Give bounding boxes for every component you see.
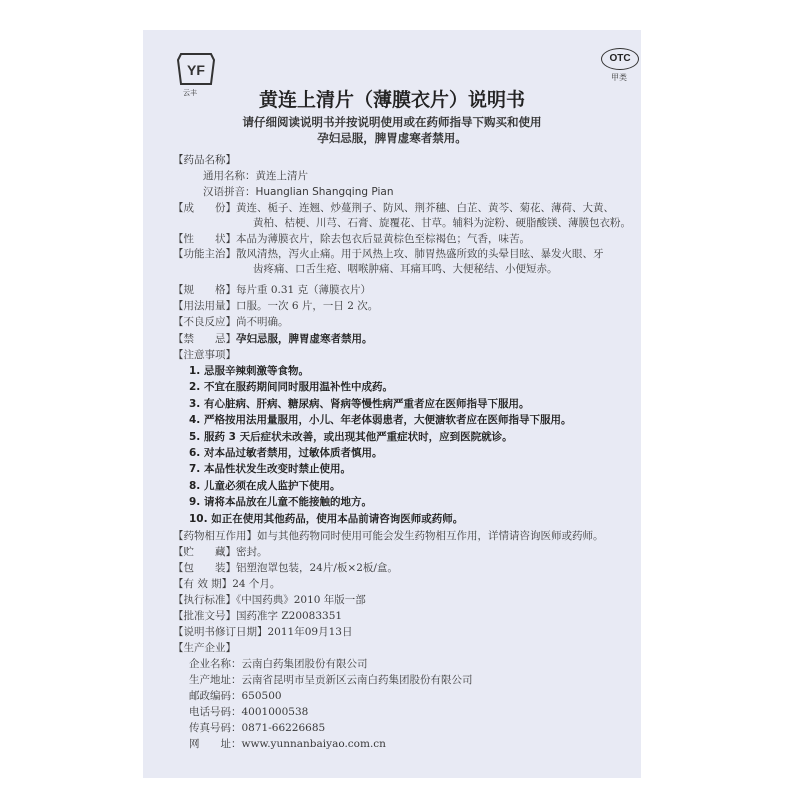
warning-line-1: 请仔细阅读说明书并按说明使用或在药师指导下购买和使用 [242, 115, 542, 129]
leaflet-sheet [143, 30, 641, 778]
pinyin-value: Huanglian Shangqing Pian [255, 186, 394, 198]
precaution-item: 9. 请将本品放在儿童不能接触的地方。 [189, 496, 372, 509]
precaution-item: 6. 对本品过敏者禁用，过敏体质者慎用。 [189, 447, 383, 460]
address-row [189, 672, 473, 688]
website-value: www.yunnanbaiyao.com.cn [241, 738, 386, 750]
character-value: 本品为薄膜衣片，除去包衣后显黄棕色至棕褐色；气香，味苦。 [236, 233, 530, 245]
website-label: 网 址： [189, 738, 242, 750]
company-name-label: 企业名称： [189, 658, 242, 670]
contraindications-value: 孕妇忌服，脾胃虚寒者禁用。 [236, 333, 373, 345]
company-name-value: 云南白药集团股份有限公司 [241, 658, 368, 670]
phone-label: 电话号码： [189, 706, 242, 718]
precaution-item: 2. 不宜在服药期间同时服用温补性中成药。 [189, 381, 393, 394]
address-value: 云南省昆明市呈贡新区云南白药集团股份有限公司 [241, 674, 473, 686]
svg-text:YF: YF [187, 62, 205, 78]
approval-value: 国药准字 Z20083351 [236, 610, 343, 622]
package-row [173, 560, 398, 576]
precaution-item: 8. 儿童必须在成人监护下使用。 [189, 479, 341, 492]
otc-class-label: 甲类 [611, 73, 627, 82]
common-name-value: 黄连上清片 [255, 170, 308, 182]
character-label: 【性 状】 [173, 233, 236, 245]
specification-row [173, 282, 371, 298]
indications-line-1: 散风清热，泻火止痛。用于风热上攻、肺胃热盛所致的头晕目眩、暴发火眼、牙 [236, 248, 604, 260]
validity-value: 24 个月。 [232, 578, 281, 590]
approval-label: 【批准文号】 [173, 610, 236, 622]
document-title: 黄连上清片（薄膜衣片）说明书 [258, 89, 525, 111]
precaution-item: 10. 如正在使用其他药品，使用本品前请咨询医师或药师。 [189, 512, 464, 525]
common-name-row [203, 168, 308, 184]
manufacturer-heading: 【生产企业】 [173, 642, 236, 654]
usage-row [173, 298, 378, 314]
adverse-value: 尚不明确。 [236, 316, 289, 328]
company-name-row [189, 656, 368, 672]
fax-label: 传真号码： [189, 722, 242, 734]
composition-row [173, 200, 614, 216]
indications-line-2: 齿疼痛、口舌生疮、咽喉肿痛、耳痛耳鸣、大便秘结、小便短赤。 [253, 263, 558, 275]
storage-label: 【贮 藏】 [173, 546, 236, 558]
interactions-label: 【药物相互作用】 [173, 530, 257, 542]
drug-name-heading: 【药品名称】 [173, 154, 236, 166]
specification-label: 【规 格】 [173, 284, 236, 296]
address-label: 生产地址： [189, 674, 242, 686]
indications-row [173, 246, 604, 262]
postcode-label: 邮政编码： [189, 690, 242, 702]
company-logo-icon [177, 52, 215, 86]
precaution-item: 4. 严格按用法用量服用，小儿、年老体弱患者，大便溏软者应在医师指导下服用。 [189, 414, 572, 427]
package-value: 铝塑泡罩包装，24片/板×2板/盒。 [236, 562, 398, 574]
contraindications-row [173, 331, 373, 347]
validity-row [173, 576, 280, 592]
storage-row [173, 544, 268, 560]
phone-value: 4001000538 [241, 706, 309, 718]
phone-row [189, 704, 308, 720]
usage-label: 【用法用量】 [173, 300, 236, 312]
postcode-value: 650500 [241, 690, 282, 702]
package-label: 【包 装】 [173, 562, 236, 574]
adverse-label: 【不良反应】 [173, 316, 236, 328]
composition-label: 【成 份】 [173, 202, 236, 214]
specification-value: 每片重 0.31 克（薄膜衣片） [236, 284, 372, 296]
precaution-item: 5. 服药 3 天后症状未改善，或出现其他严重症状时，应到医院就诊。 [189, 430, 513, 443]
pinyin-label: 汉语拼音： [203, 186, 256, 198]
pinyin-row [203, 184, 394, 200]
composition-line-1: 黄连、栀子、连翘、炒蔓荆子、防风、荆芥穗、白芷、黄芩、菊花、薄荷、大黄、 [236, 202, 614, 214]
revision-row [173, 624, 352, 640]
precaution-item: 3. 有心脏病、肝病、糖尿病、肾病等慢性病严重者应在医师指导下服用。 [189, 397, 530, 410]
revision-label: 【说明书修订日期】 [173, 626, 268, 638]
adverse-row [173, 314, 289, 330]
precautions-list [189, 363, 571, 527]
indications-label: 【功能主治】 [173, 248, 236, 260]
otc-badge: OTC [601, 48, 639, 70]
precaution-item: 1. 忌服辛辣刺激等食物。 [189, 365, 309, 377]
website-row [189, 736, 386, 752]
standard-row [173, 592, 366, 608]
interactions-value: 如与其他药物同时使用可能会发生药物相互作用，详情请咨询医师或药师。 [257, 530, 604, 542]
approval-row [173, 608, 342, 624]
precaution-item: 7. 本品性状发生改变时禁止使用。 [189, 463, 351, 476]
postcode-row [189, 688, 282, 704]
contraindications-label: 【禁 忌】 [173, 333, 236, 345]
validity-label: 【有 效 期】 [173, 578, 233, 590]
standard-value: 《中国药典》2010 年版一部 [236, 594, 366, 606]
warning-line-2: 孕妇忌服，脾胃虚寒者禁用。 [317, 131, 467, 145]
character-row [173, 231, 530, 247]
precautions-heading: 【注意事项】 [173, 349, 236, 361]
revision-value: 2011年09月13日 [267, 626, 353, 638]
interactions-row [173, 528, 604, 544]
fax-row [189, 720, 325, 736]
composition-line-2: 黄柏、桔梗、川芎、石膏、旋覆花、甘草。辅料为淀粉、硬脂酸镁、薄膜包衣粉。 [253, 217, 631, 229]
logo-caption: 云丰 [183, 89, 197, 97]
fax-value: 0871-66226685 [241, 722, 326, 734]
usage-value: 口服。一次 6 片，一日 2 次。 [236, 300, 379, 312]
common-name-label: 通用名称： [203, 170, 256, 182]
storage-value: 密封。 [236, 546, 268, 558]
standard-label: 【执行标准】 [173, 594, 236, 606]
